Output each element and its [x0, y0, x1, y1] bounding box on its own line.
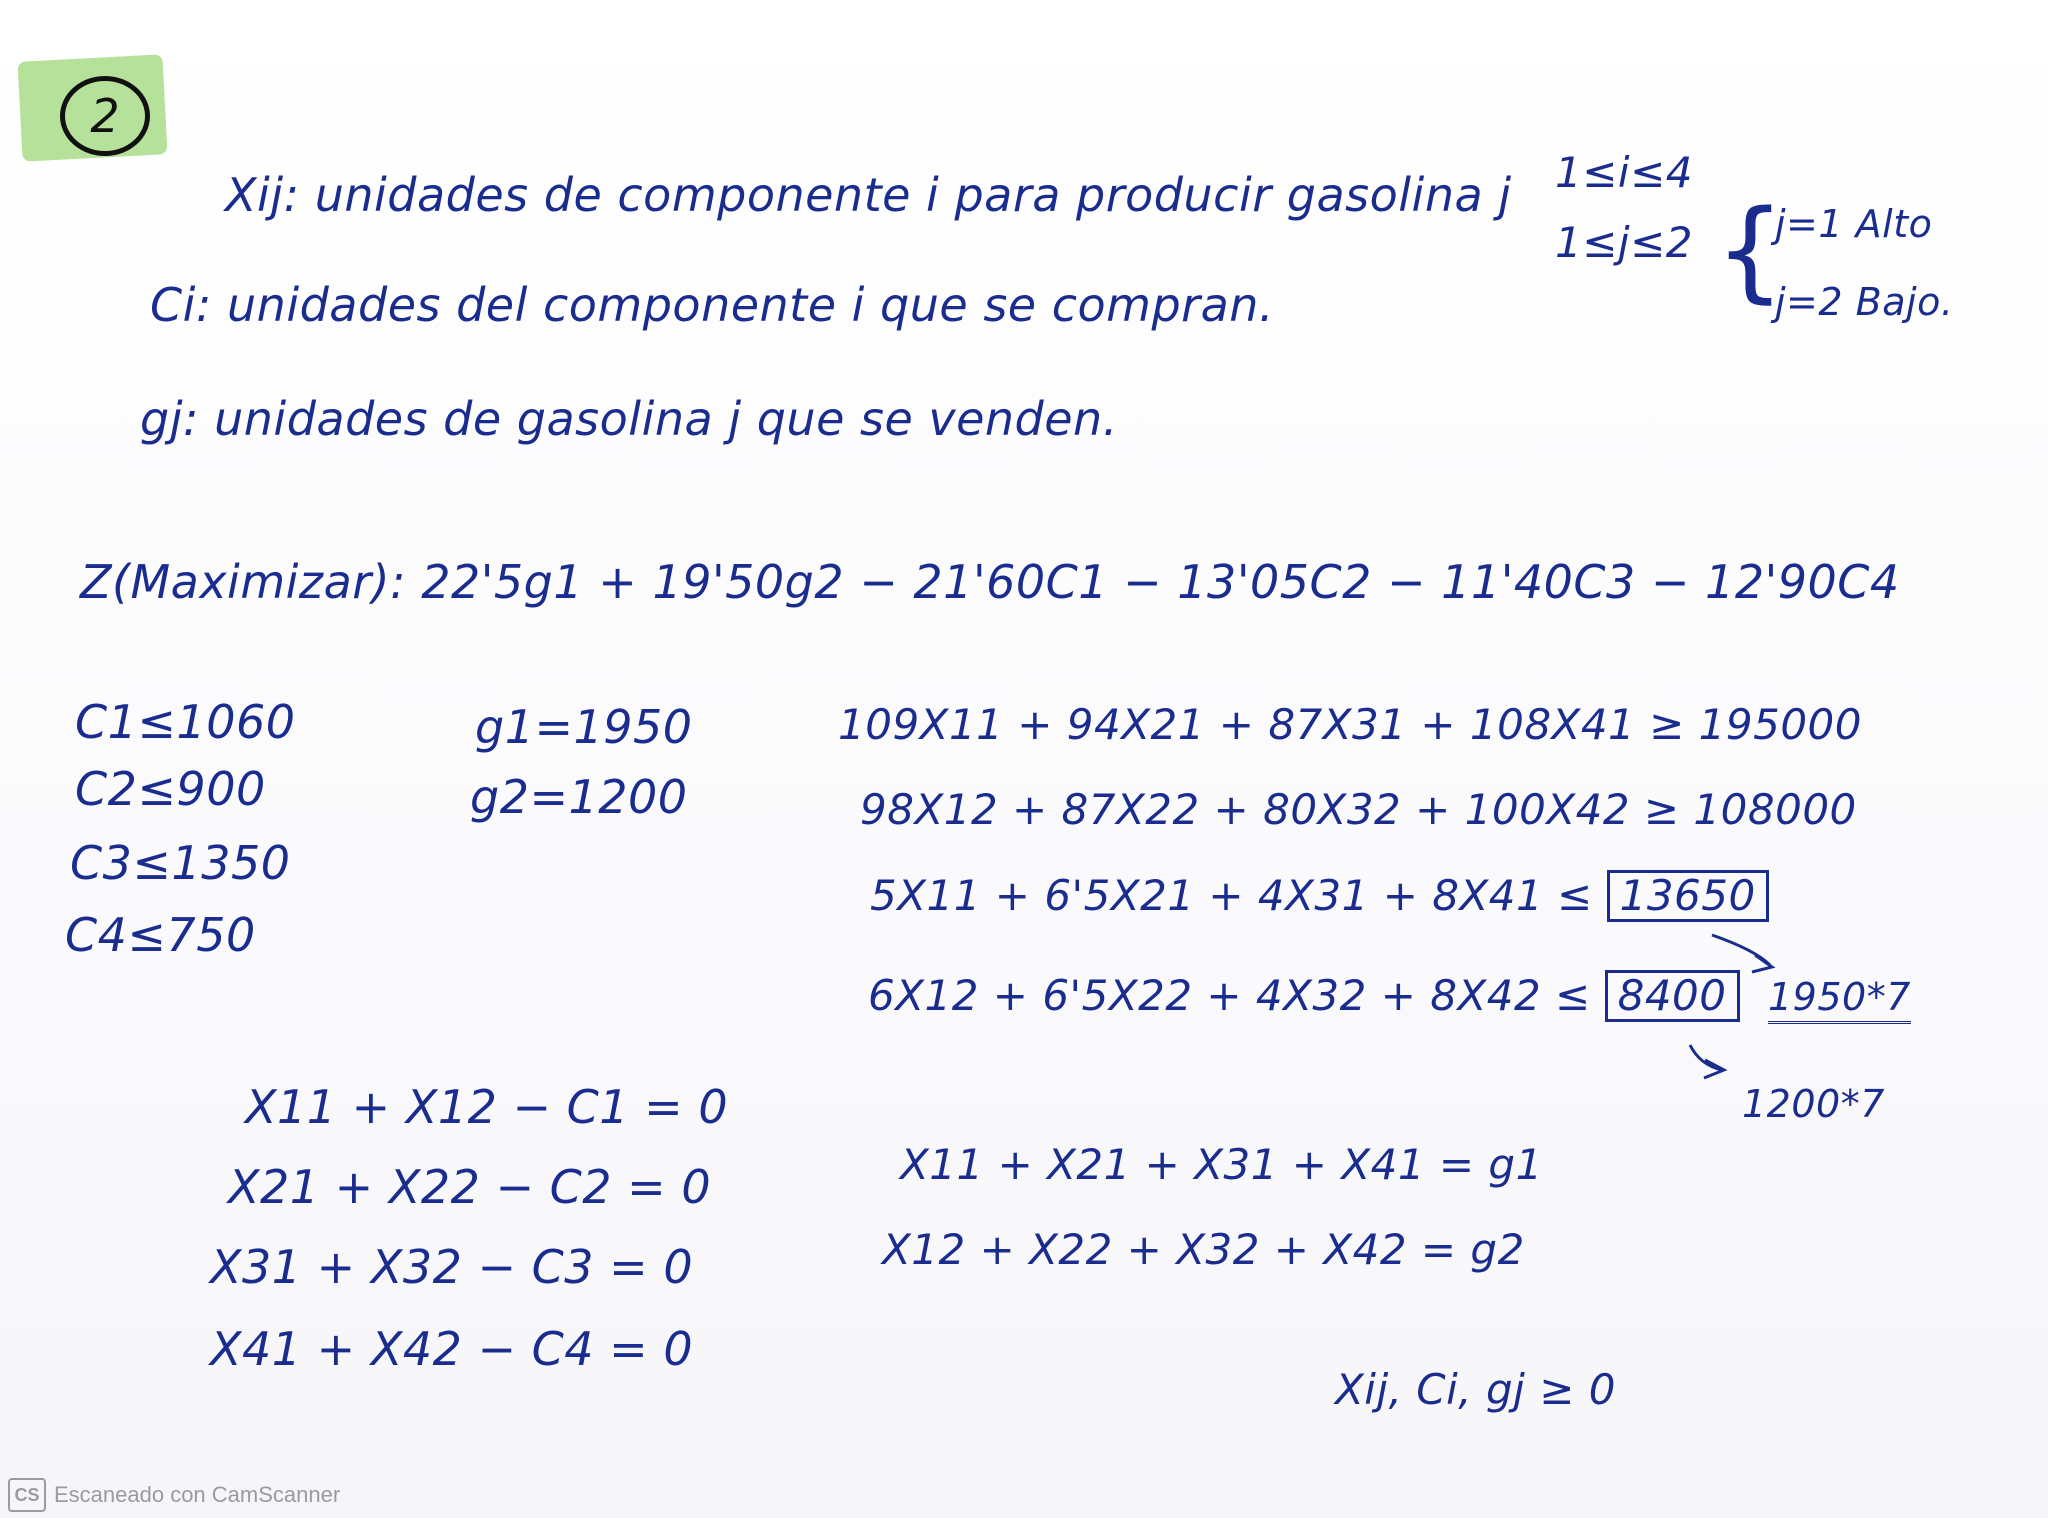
- j-range: 1≤j≤2: [1555, 218, 1693, 267]
- gasoline-balance: X12 + X22 + X32 + X42 = g2: [882, 1225, 1525, 1274]
- component-balance: X31 + X32 − C3 = 0: [210, 1240, 694, 1294]
- objective-function: Z(Maximizar): 22'5g1 + 19'50g2 − 21'60C1 − 13'05C2 − 11'40C3 − 12'90C4: [80, 555, 1900, 609]
- pressure-constraint-2: [868, 970, 1740, 1022]
- component-balance: X21 + X22 − C2 = 0: [228, 1160, 712, 1214]
- definition-c: Ci: unidades del componente i que se compran.: [150, 278, 1275, 332]
- pressure-constraint-2-lhs: 6X12 + 6'5X22 + 4X32 + 8X42 ≤: [868, 971, 1591, 1020]
- j-alto: j=1 Alto: [1775, 202, 1933, 246]
- side-note-1: 1950*7: [1768, 975, 1911, 1024]
- octane-constraint-1: 109X11 + 94X21 + 87X31 + 108X41 ≥ 195000: [838, 700, 1862, 749]
- definition-x: Xij: unidades de componente i para producir gasolina j: [225, 168, 1512, 222]
- side-note-2: 1200*7: [1742, 1082, 1885, 1126]
- problem-number: 2: [60, 76, 150, 156]
- pressure-constraint-1-rhs: 13650: [1607, 870, 1769, 922]
- component-balance: X41 + X42 − C4 = 0: [210, 1322, 694, 1376]
- c-limit: C4≤750: [65, 908, 256, 962]
- c-limit: C1≤1060: [75, 695, 296, 749]
- i-range: 1≤i≤4: [1555, 148, 1693, 197]
- octane-constraint-2: 98X12 + 87X22 + 80X32 + 100X42 ≥ 108000: [860, 785, 1857, 834]
- nonnegativity: Xij, Ci, gj ≥ 0: [1335, 1365, 1616, 1414]
- pressure-constraint-1: [870, 870, 1769, 922]
- gasoline-balance: X11 + X21 + X31 + X41 = g1: [900, 1140, 1543, 1189]
- g-value: g2=1200: [470, 770, 688, 824]
- j-bajo: j=2 Bajo.: [1775, 280, 1954, 324]
- brace: {: [1715, 186, 1785, 314]
- component-balance: X11 + X12 − C1 = 0: [245, 1080, 729, 1134]
- pressure-constraint-2-rhs: 8400: [1605, 970, 1740, 1022]
- camscanner-watermark: [8, 1478, 340, 1512]
- c-limit: C2≤900: [75, 762, 266, 816]
- camscanner-logo: CS: [8, 1478, 46, 1512]
- g-value: g1=1950: [475, 700, 693, 754]
- pressure-constraint-1-lhs: 5X11 + 6'5X21 + 4X31 + 8X41 ≤: [870, 871, 1593, 920]
- c-limit: C3≤1350: [70, 836, 291, 890]
- definition-g: gj: unidades de gasolina j que se venden.: [140, 392, 1118, 446]
- watermark-text: Escaneado con CamScanner: [54, 1482, 341, 1507]
